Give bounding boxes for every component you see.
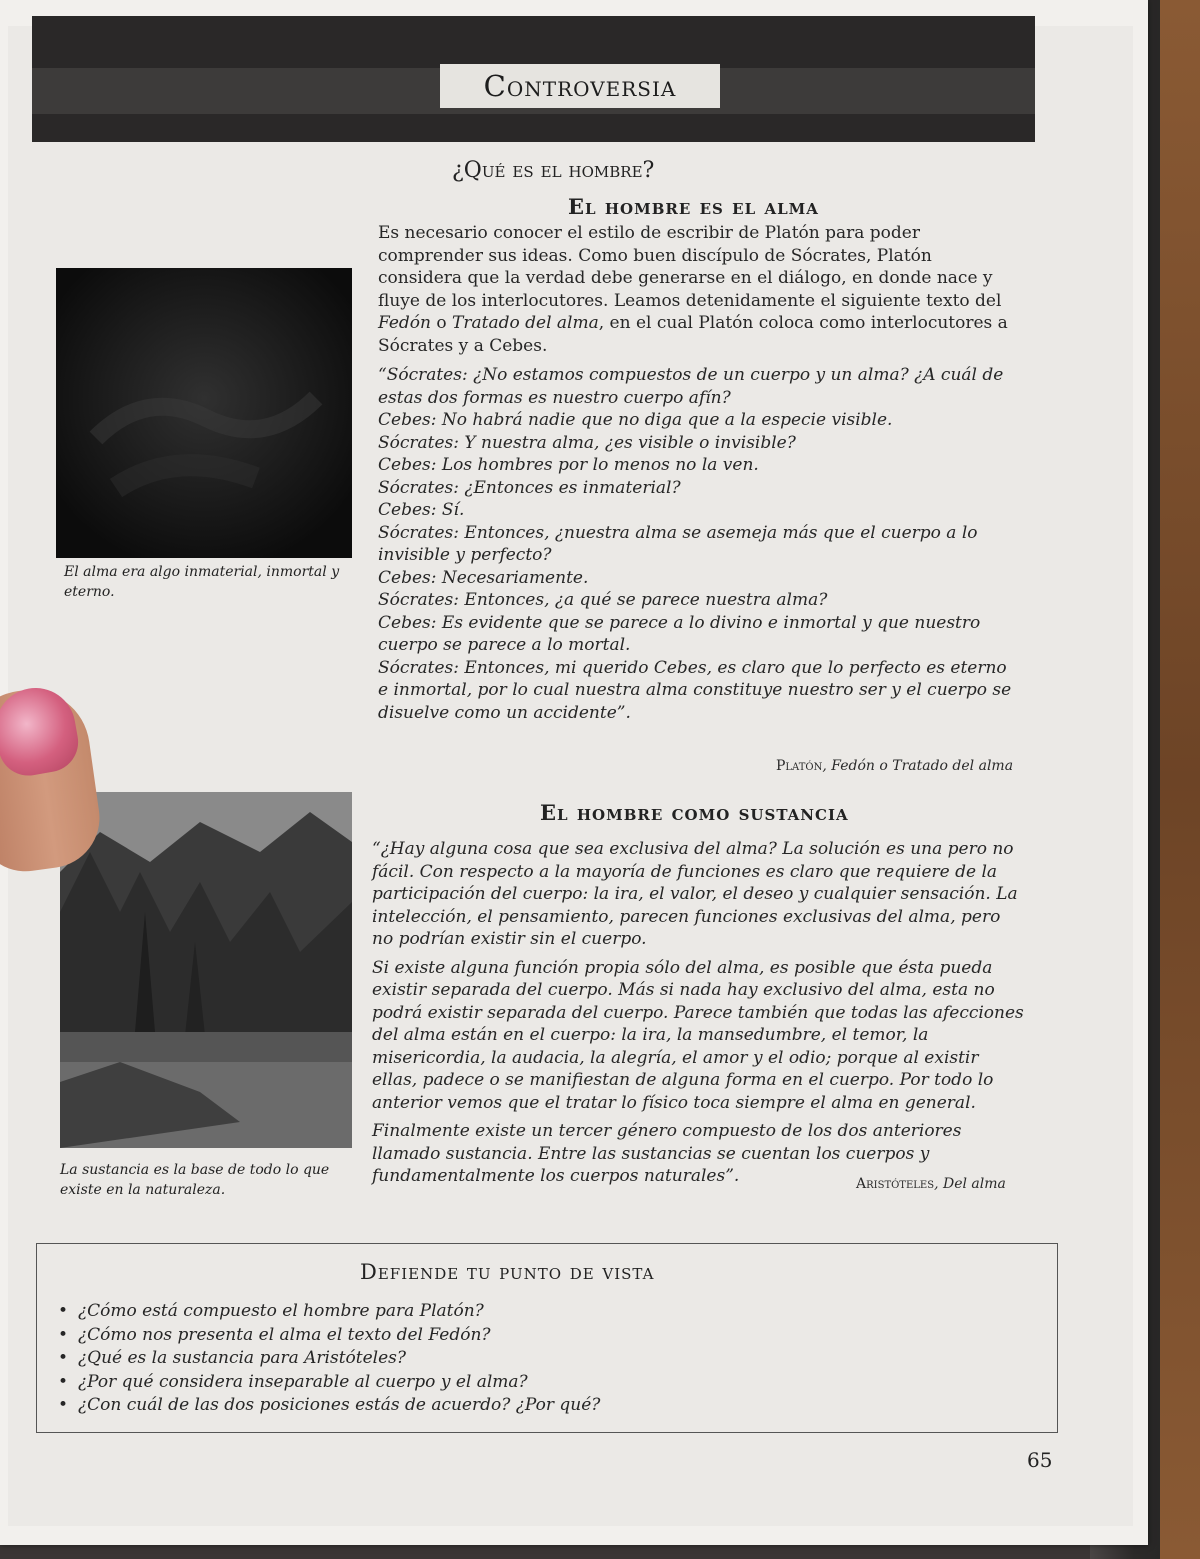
activity-title: Defiende tu punto de vista (360, 1260, 655, 1284)
question-list (58, 1300, 600, 1418)
forest-lake-photo (60, 792, 352, 1148)
section1-caption: El alma era algo inmaterial, inmortal y eterno. (64, 564, 340, 600)
intro-work-tratado: Tratado del alma (452, 313, 599, 333)
section1-heading: El hombre es el alma (568, 194, 819, 219)
section2-paragraph: “¿Hay alguna cosa que sea exclusiva del alma? La solución es una pero no fácil. Con respecto a la mayoría de funciones es claro que requiere de la participación del cuerpo: la ira, el valor, el deseo y cualquier sensación. La intelección, el pensamiento, parecen funciones exclusivas del alma, pero no podrían existir sin el cuerpo. (372, 839, 1018, 949)
source-work: , Fedón o Tratado del alma (822, 758, 1014, 774)
intro-text-a: Es necesario conocer el estilo de escribir de Platón para poder comprender sus ideas. Como buen discípulo de Sócrates, Platón considera que la verdad debe generarse en el diálogo, en donde nace y fluye de los interlocutores. Leamos detenidamente el siguiente texto del (378, 223, 1002, 311)
section2-source (856, 1176, 1006, 1192)
dark-sky-image (56, 268, 352, 558)
dialog-line: Cebes: Es evidente que se parece a lo divino e inmortal y que nuestro cuerpo se parece a lo mortal. (378, 612, 981, 655)
dialog-line: “Sócrates: ¿No estamos compuestos de un cuerpo y un alma? ¿A cuál de estas dos formas es nuestro cuerpo afín? (378, 365, 1004, 408)
section2-paragraph: Si existe alguna función propia sólo del alma, es posible que ésta pueda existir separada del cuerpo. Más si nada hay exclusivo del alma, esta no podrá existir separada del cuerpo. Parece también que todas las afecciones del alma están en el cuerpo: la ira, la mansedumbre, el temor, la misericordia, la audacia, la alegría, el amor y el odio; porque al existir ellas, padece o se manifiestan de alguna forma en el cuerpo. Por todo lo anterior vemos que el tratar lo físico toca siempre el alma en general. (372, 957, 1024, 1113)
table-surface (1160, 0, 1200, 1559)
question-item: • ¿Por qué considera inseparable al cuerpo y el alma? (58, 1371, 600, 1395)
source-author: Aristóteles (856, 1176, 935, 1192)
dialog-line: Sócrates: Y nuestra alma, ¿es visible o invisible? (378, 432, 796, 453)
dark-sky-photo (56, 268, 352, 558)
section1-intro (378, 222, 1014, 363)
dialog-line: Cebes: Necesariamente. (378, 567, 589, 588)
intro-text-c: , en el cual Platón coloca como interlocutores a Sócrates y a Cebes. (378, 313, 1008, 356)
section1-source (776, 758, 1013, 774)
intro-text-b: o (431, 313, 453, 333)
banner-title: Controversia (440, 64, 720, 108)
dialog-line: Sócrates: ¿Entonces es inmaterial? (378, 477, 681, 498)
dialog-line: Sócrates: Entonces, ¿a qué se parece nuestra alma? (378, 590, 828, 610)
dialog-line: Sócrates: Entonces, ¿nuestra alma se asemeja más que el cuerpo a lo invisible y perfecto? (378, 522, 978, 565)
question-item: • ¿Cómo nos presenta el alma el texto del Fedón? (58, 1324, 600, 1348)
dialog-line: Cebes: Los hombres por lo menos no la ven. (378, 455, 759, 475)
question-item: • ¿Qué es la sustancia para Aristóteles? (58, 1347, 600, 1371)
source-work: , Del alma (934, 1176, 1006, 1192)
question-item: • ¿Cómo está compuesto el hombre para Platón? (58, 1300, 600, 1324)
intro-work-fedon: Fedón (378, 313, 431, 333)
question-item: • ¿Con cuál de las dos posiciones estás de acuerdo? ¿Por qué? (58, 1394, 600, 1418)
section2-text (372, 838, 1026, 1194)
section2-paragraph: Finalmente existe un tercer género compuesto de los dos anteriores llamado sustancia. Entre las sustancias se cuentan los cuerpos y fundamentalmente los cuerpos naturales”. (372, 1121, 962, 1186)
dialog-line: Cebes: Sí. (378, 500, 465, 520)
source-author: Platón (776, 758, 823, 774)
main-question: ¿Qué es el hombre? (452, 158, 655, 183)
dialog-line: Cebes: No habrá nadie que no diga que a la especie visible. (378, 410, 893, 430)
section2-caption: La sustancia es la base de todo lo que existe en la naturaleza. (60, 1162, 330, 1198)
forest-lake-image (60, 792, 352, 1148)
dialog-line: Sócrates: Entonces, mi querido Cebes, es claro que lo perfecto es eterno e inmortal, por lo cual nuestra alma constituye nuestro ser y el cuerpo se disuelve como un accidente”. (378, 657, 1012, 723)
dialog-block (378, 364, 1014, 724)
section2-heading: El hombre como sustancia (540, 800, 849, 825)
page-number: 65 (1027, 1448, 1053, 1472)
